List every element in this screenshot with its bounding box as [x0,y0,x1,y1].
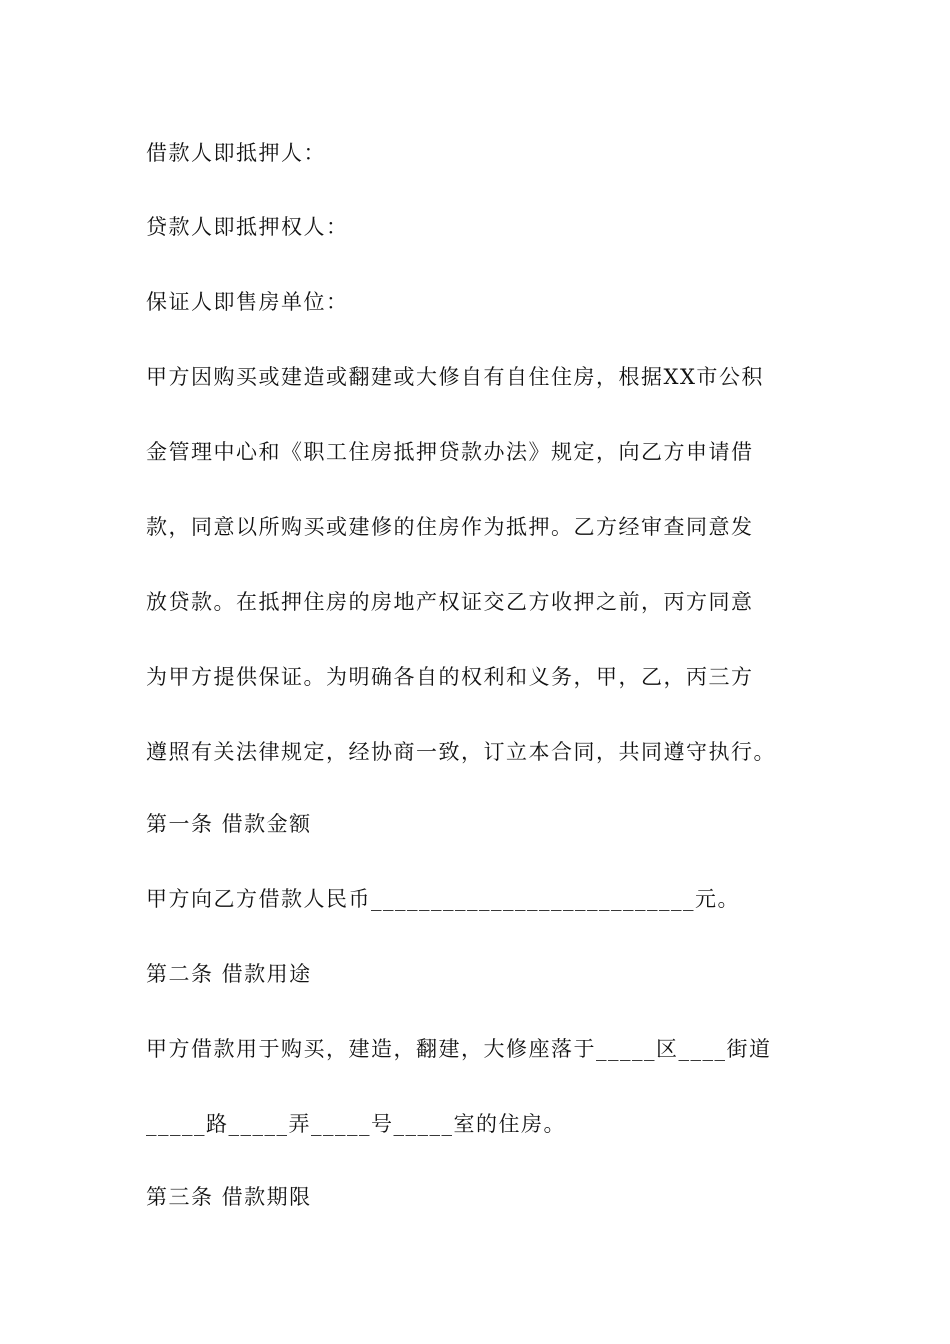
paragraph-line: 金管理中心和《职工住房抵押贷款办法》规定，向乙方申请借 [146,440,754,464]
loan-purpose-line: _____路_____弄_____号_____室的住房。 [146,1112,566,1136]
paragraph-line: 为甲方提供保证。为明确各自的权利和义务，甲，乙，丙三方 [146,665,754,689]
loan-amount-line: 甲方向乙方借款人民币___________________________元。 [146,887,740,911]
paragraph-line: 款，同意以所购买或建修的住房作为抵押。乙方经审查同意发 [146,515,754,539]
guarantor-line: 保证人即售房单位： [146,290,349,314]
article-one-heading: 第一条 借款金额 [146,812,312,836]
paragraph-line: 甲方因购买或建造或翻建或大修自有自住住房，根据XX市公积 [146,365,764,389]
paragraph-line: 遵照有关法律规定，经协商一致，订立本合同，共同遵守执行。 [146,740,776,764]
lender-line: 贷款人即抵押权人： [146,215,349,239]
article-three-heading: 第三条 借款期限 [146,1185,312,1209]
article-two-heading: 第二条 借款用途 [146,962,312,986]
borrower-line: 借款人即抵押人： [146,141,326,165]
loan-purpose-line: 甲方借款用于购买，建造，翻建，大修座落于_____区____街道 [146,1037,772,1061]
paragraph-line: 放贷款。在抵押住房的房地产权证交乙方收押之前，丙方同意 [146,590,754,614]
